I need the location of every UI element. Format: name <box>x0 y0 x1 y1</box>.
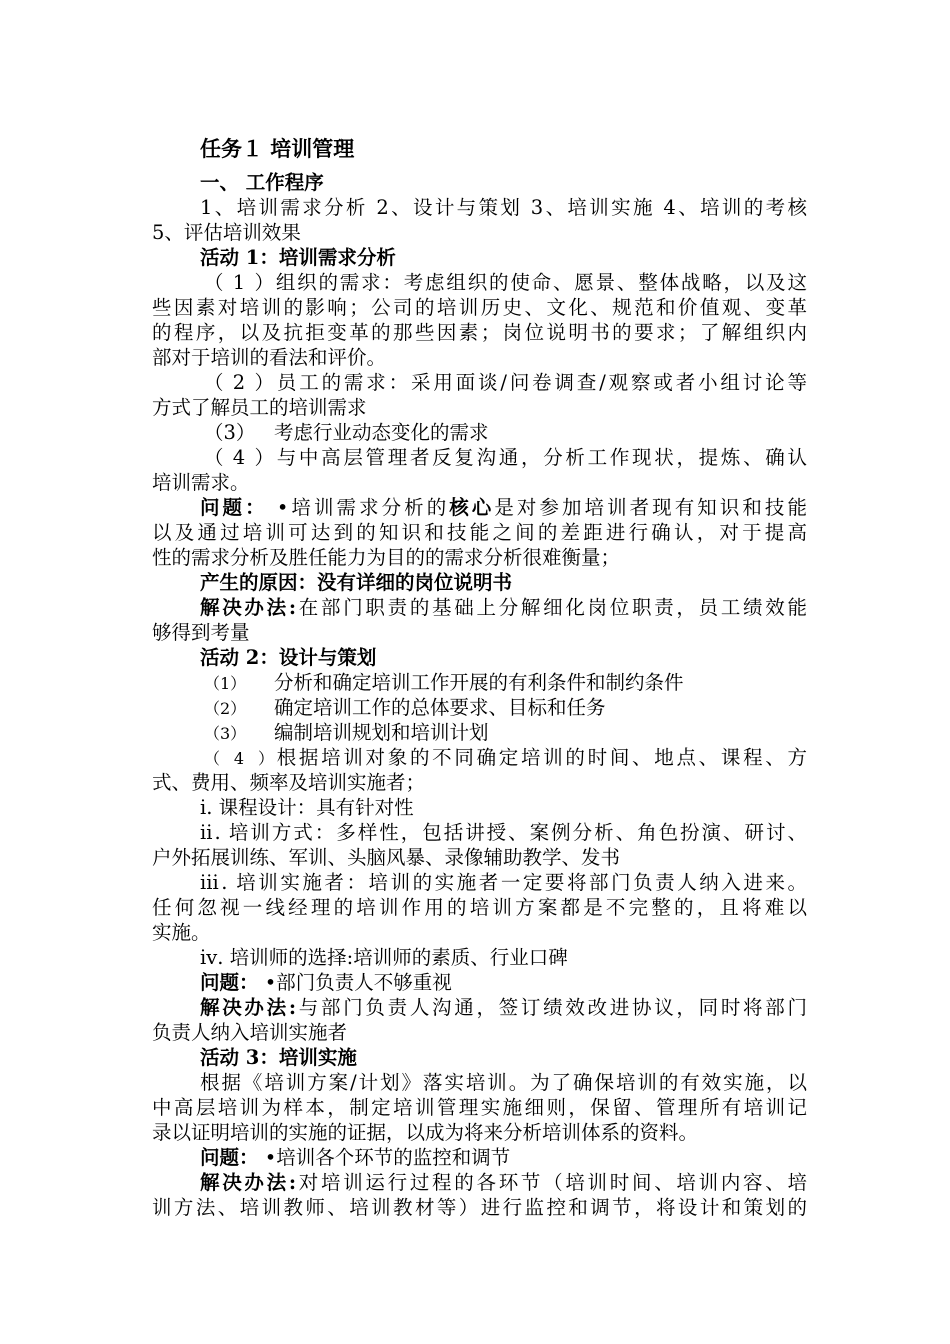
solution-text: 与部门负责人沟通，签订绩效改进协议，同时将部门 <box>296 996 807 1019</box>
act1-item-4 <box>152 445 807 470</box>
problem-text: •培训各个环节的监控和调节 <box>258 1146 511 1169</box>
solution-text: 对培训运行过程的各环节（培训时间、培训内容、培 <box>296 1171 807 1194</box>
item-number: （4） <box>204 749 274 768</box>
problem-label: 问题： <box>200 1146 259 1169</box>
act1-solution <box>152 595 807 620</box>
item-number: （4） <box>204 446 274 469</box>
item-text: 考虑行业动态变化的需求 <box>274 421 489 444</box>
act3-paragraph-cont: 录以证明培训的实施的证据，以成为将来分析培训体系的资料。 <box>152 1121 699 1144</box>
item-text: 编制培训规划和培训计划 <box>274 721 489 744</box>
item-number: （1） <box>204 271 274 294</box>
act2-roman-4: ⅳ. 培训师的选择:培训师的素质、行业口碑 <box>200 946 568 969</box>
item-number: （2） <box>204 699 247 718</box>
act1-item-1 <box>152 270 807 295</box>
section-heading: 一、 工作程序 <box>200 171 324 194</box>
item-text: 根据培训对象的不同确定培训的时间、地点、课程、方 <box>274 746 807 769</box>
act3-problem <box>152 1145 807 1170</box>
problem-label: 问题： <box>200 496 268 519</box>
act1-item-1-cont: 部对于培训的看法和评价。 <box>152 346 387 369</box>
act2-solution <box>152 995 807 1020</box>
solution-label: 解决办法: <box>200 996 297 1019</box>
act1-problem-cont: 性的需求分析及胜任能力为目的的需求分析很难衡量； <box>152 546 621 569</box>
act3-paragraph-cont: 中高层培训为样本，制定培训管理实施细则，保留、管理所有培训记 <box>152 1096 807 1119</box>
act2-roman-2: ⅱ. 培训方式：多样性，包括讲授、案例分析、角色扮演、研讨、 <box>200 821 807 844</box>
item-text: 与中高层管理者反复沟通，分析工作现状，提炼、确认 <box>274 446 807 469</box>
act1-item-1-cont: 些因素对培训的影响；公司的培训历史、文化、规范和价值观、变革 <box>152 296 807 319</box>
activity-2-heading: 活动 2：设计与策划 <box>200 646 377 669</box>
act1-solution-cont: 够得到考量 <box>152 621 250 644</box>
act2-problem <box>152 970 807 995</box>
act2-item-1 <box>152 670 807 695</box>
item-number: （2） <box>204 371 274 394</box>
act2-roman-3-cont: 实施。 <box>152 921 211 944</box>
steps-line-2: 5、评估培训效果 <box>152 221 301 244</box>
act1-problem-cont: 以及通过培训可达到的知识和技能之间的差距进行确认，对于提高 <box>152 521 807 544</box>
item-number: （3） <box>204 724 247 743</box>
act2-item-4-cont: 式、费用、频率及培训实施者； <box>152 771 426 794</box>
activity-1-heading: 活动 1：培训需求分析 <box>200 246 396 269</box>
act1-item-4-cont: 培训需求。 <box>152 471 250 494</box>
act1-item-1-cont: 的程序，以及抗拒变革的那些因素；岗位说明书的要求；了解组织内 <box>152 321 807 344</box>
act1-item-2 <box>152 370 807 395</box>
act2-item-3 <box>152 720 807 745</box>
act2-roman-1: ⅰ. 课程设计：具有针对性 <box>200 796 414 819</box>
item-number: （1） <box>204 674 247 693</box>
doc-title: 任务１ 培训管理 <box>200 136 355 161</box>
act2-item-2 <box>152 695 807 720</box>
act1-item-3 <box>152 420 807 445</box>
act1-item-2-cont: 方式了解员工的培训需求 <box>152 396 367 419</box>
act3-solution-cont: 训方法、培训教师、培训教材等）进行监控和调节，将设计和策划的 <box>152 1196 807 1219</box>
solution-label: 解决办法: <box>200 596 297 619</box>
item-text: 组织的需求：考虑组织的使命、愿景、整体战略，以及这 <box>274 271 807 294</box>
act1-cause: 产生的原因：没有详细的岗位说明书 <box>200 571 513 594</box>
solution-text: 在部门职责的基础上分解细化岗位职责，员工绩效能 <box>296 596 807 619</box>
document-page <box>152 132 807 1220</box>
act2-roman-3: ⅲ. 培训实施者：培训的实施者一定要将部门负责人纳入进来。 <box>200 871 807 894</box>
act1-problem <box>152 495 807 520</box>
act2-roman-3-cont: 任何忽视一线经理的培训作用的培训方案都是不完整的，且将难以 <box>152 896 807 919</box>
item-number: （3） <box>204 421 256 444</box>
problem-label: 问题： <box>200 971 259 994</box>
problem-text: •部门负责人不够重视 <box>258 971 452 994</box>
act2-roman-2-cont: 户外拓展训练、军训、头脑风暴、录像辅助教学、发书 <box>152 846 621 869</box>
core-keyword: 核心 <box>449 496 495 519</box>
problem-text: •培训需求分析的 <box>267 496 450 519</box>
item-text: 确定培训工作的总体要求、目标和任务 <box>274 696 606 719</box>
item-text: 员工的需求：采用面谈/问卷调查/观察或者小组讨论等 <box>274 371 807 394</box>
steps-line-1: 1、培训需求分析 2、设计与策划 3、培训实施 4、培训的考核 <box>200 196 807 219</box>
problem-text: 是对参加培训者现有知识和技能 <box>494 496 807 519</box>
item-text: 分析和确定培训工作开展的有利条件和制约条件 <box>274 671 684 694</box>
act3-solution <box>152 1170 807 1195</box>
act2-solution-cont: 负责人纳入培训实施者 <box>152 1021 348 1044</box>
act2-item-4 <box>152 745 807 770</box>
activity-3-heading: 活动 3：培训实施 <box>200 1046 357 1069</box>
act3-paragraph: 根据《培训方案/计划》落实培训。为了确保培训的有效实施，以 <box>200 1071 807 1094</box>
solution-label: 解决办法: <box>200 1171 297 1194</box>
